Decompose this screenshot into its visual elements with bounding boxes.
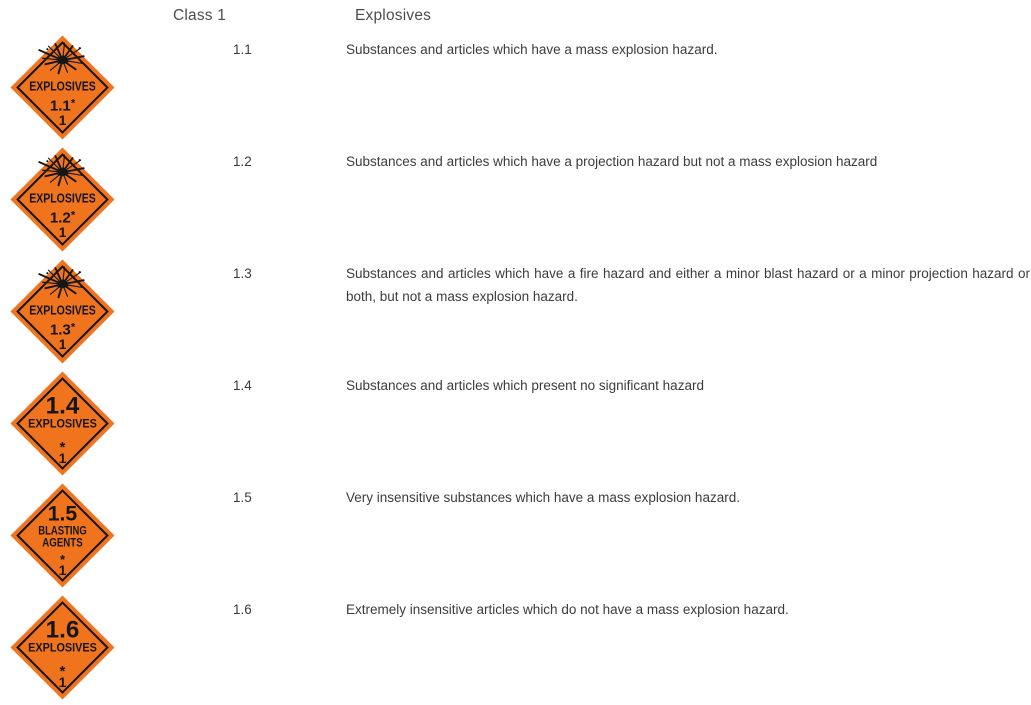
- division-row-1.4: [0, 367, 1031, 479]
- division-row-1.6: [0, 591, 1031, 703]
- svg-text:1: 1: [58, 674, 67, 690]
- division-number: 1.6: [233, 602, 252, 617]
- svg-text:BLASTING: BLASTING: [38, 523, 87, 538]
- division-description: Extremely insensitive articles which do not have a mass explosion hazard.: [346, 602, 789, 617]
- svg-text:EXPLOSIVES: EXPLOSIVES: [28, 640, 97, 655]
- division-number: 1.1: [233, 42, 252, 57]
- division-description: Substances and articles which present no significant hazard: [346, 378, 704, 393]
- svg-text:1: 1: [58, 562, 67, 578]
- svg-text:EXPLOSIVES: EXPLOSIVES: [29, 190, 97, 206]
- division-description: Substances and articles which have a mass explosion hazard.: [346, 42, 718, 57]
- division-row-1.5: [0, 479, 1031, 591]
- svg-text:1: 1: [58, 224, 67, 240]
- placard-1.1-icon: [9, 34, 116, 141]
- table-header: [0, 0, 1031, 31]
- placard-1.6-icon: [9, 594, 116, 701]
- division-description: Substances and articles which have a projection hazard but not a mass explosion hazard: [346, 154, 878, 169]
- svg-text:1.2*: 1.2*: [49, 209, 76, 227]
- division-description: Very insensitive substances which have a mass explosion hazard.: [346, 490, 740, 505]
- svg-text:1.3*: 1.3*: [49, 321, 76, 339]
- svg-text:1: 1: [58, 450, 67, 466]
- placard-cell: [0, 255, 233, 365]
- svg-text:1: 1: [58, 112, 67, 128]
- placard-cell: [0, 591, 233, 701]
- svg-text:*: *: [59, 551, 66, 567]
- svg-text:*: *: [59, 662, 66, 680]
- placard-1.2-icon: [9, 146, 116, 253]
- placard-1.5-icon: [9, 482, 116, 589]
- svg-text:1: 1: [58, 336, 67, 352]
- division-rows: [0, 31, 1031, 703]
- division-number: 1.4: [233, 378, 252, 393]
- division-description: Substances and articles which have a fire hazard and either a minor blast hazard or a minor projection hazard or both, but not a mass explosion hazard.: [346, 266, 1030, 304]
- placard-cell: [0, 367, 233, 477]
- class-title: Explosives: [355, 7, 432, 24]
- svg-text:1.1*: 1.1*: [49, 97, 76, 115]
- placard-cell: [0, 143, 233, 253]
- division-row-1.1: [0, 31, 1031, 143]
- svg-text:EXPLOSIVES: EXPLOSIVES: [28, 416, 97, 431]
- svg-text:1.4: 1.4: [45, 392, 80, 420]
- division-number: 1.5: [233, 490, 252, 505]
- placard-1.3-icon: [9, 258, 116, 365]
- division-row-1.3: [0, 255, 1031, 367]
- svg-text:1.6: 1.6: [45, 616, 80, 644]
- svg-text:*: *: [59, 438, 66, 456]
- division-number: 1.3: [233, 266, 252, 281]
- svg-text:AGENTS: AGENTS: [42, 535, 83, 550]
- division-row-1.2: [0, 143, 1031, 255]
- class-label: Class 1: [173, 7, 227, 24]
- svg-text:EXPLOSIVES: EXPLOSIVES: [29, 302, 97, 318]
- svg-text:EXPLOSIVES: EXPLOSIVES: [29, 78, 97, 94]
- division-number: 1.2: [233, 154, 252, 169]
- svg-text:1.5: 1.5: [47, 502, 78, 526]
- placard-cell: [0, 31, 233, 141]
- placard-1.4-icon: [9, 370, 116, 477]
- placard-cell: [0, 479, 233, 589]
